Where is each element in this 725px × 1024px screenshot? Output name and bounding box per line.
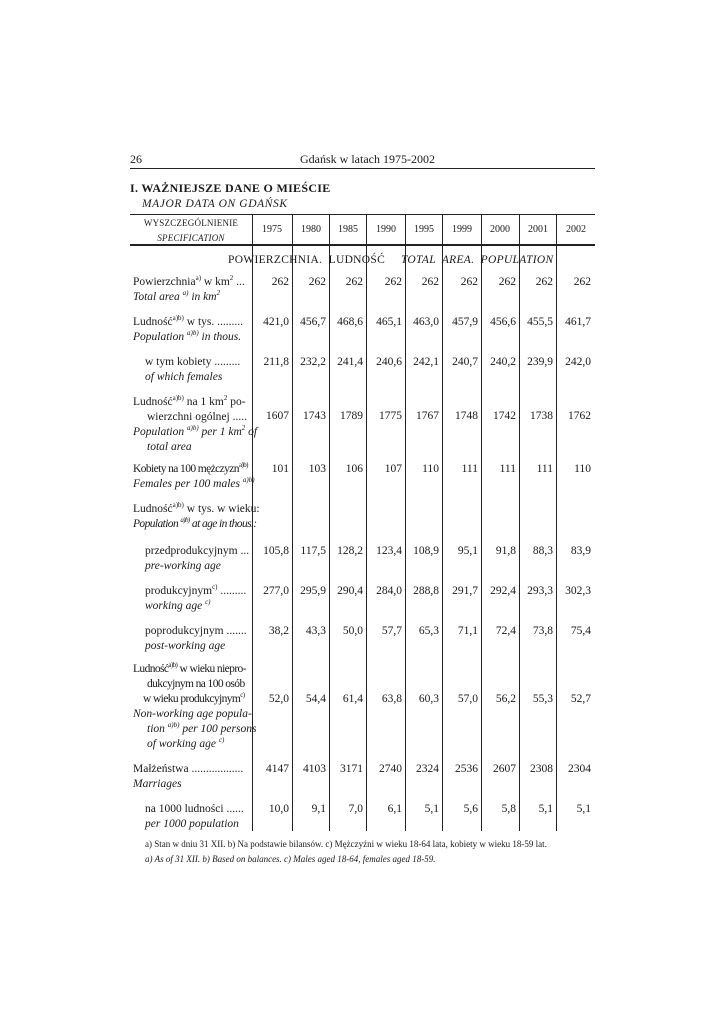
superscript: 2 — [241, 424, 246, 433]
label-text: Ludność — [133, 396, 173, 408]
label-text: Ludność — [133, 663, 169, 675]
col-divider — [329, 214, 330, 831]
table-cell: 57,0 — [457, 693, 478, 705]
label-pl — [133, 275, 245, 290]
row-label-females-per-100-males — [133, 462, 255, 492]
label-pl — [133, 315, 243, 330]
label-pl: Małżeństwa .................. — [133, 763, 244, 775]
stub-header-pl: WYSZCZEGÓLNIENIE — [143, 218, 239, 228]
table-cell: 1738 — [530, 410, 553, 422]
table-cell: 2740 — [379, 763, 402, 775]
table-cell: 1742 — [493, 410, 516, 422]
col-divider — [519, 214, 520, 831]
table-cell: 43,3 — [305, 625, 326, 637]
label-text: in thous. — [198, 331, 242, 343]
label-en — [133, 517, 260, 532]
label-text: ... — [233, 276, 245, 288]
label-text: Kobiety na 100 mężczyzn — [133, 463, 239, 475]
table-cell: 262 — [535, 276, 553, 288]
superscript: 2 — [216, 289, 221, 298]
band-title-pl: POWIERZCHNIA. LUDNOŚĆ — [228, 254, 386, 266]
col-divider — [556, 214, 557, 831]
table-cell: 5,1 — [576, 803, 591, 815]
label-pl — [145, 584, 246, 599]
footnote-ref: c) — [218, 736, 225, 745]
label-text: ......... — [217, 585, 247, 597]
footnote-ref: c) — [205, 598, 211, 607]
label-pl: przedprodukcyjnym ... — [145, 545, 250, 557]
table-cell: 468,6 — [337, 316, 363, 328]
section-title: I. WAŻNIEJSZE DANE O MIEŚCIE — [130, 181, 331, 195]
label-pl — [133, 502, 260, 517]
table-cell: 3171 — [340, 763, 363, 775]
label-pl-cont — [133, 692, 256, 707]
table-cell: 1762 — [568, 410, 591, 422]
row-label-density — [133, 395, 257, 455]
table-cell: 2607 — [493, 763, 516, 775]
table-cell: 1607 — [266, 410, 289, 422]
table-cell: 457,9 — [452, 316, 478, 328]
table-cell: 123,4 — [376, 545, 402, 557]
col-divider — [405, 214, 406, 831]
table-cell: 111 — [461, 463, 478, 475]
row-label-dependency-ratio — [133, 662, 256, 752]
table-cell: 2304 — [568, 763, 591, 775]
label-en — [133, 330, 243, 345]
label-text: Powierzchnia — [133, 276, 196, 288]
label-en: of which females — [145, 371, 223, 383]
footnote-ref: a) — [182, 289, 189, 298]
year-header: 2000 — [490, 224, 510, 235]
label-pl — [133, 462, 255, 477]
table-cell: 463,0 — [413, 316, 439, 328]
table-cell: 292,4 — [490, 585, 516, 597]
table-cell: 5,1 — [538, 803, 553, 815]
table-cell: 56,2 — [495, 693, 516, 705]
table-cell: 73,8 — [532, 625, 553, 637]
table-cell: 240,7 — [452, 356, 478, 368]
table-cell: 57,7 — [381, 625, 402, 637]
year-header: 1980 — [301, 224, 321, 235]
table-cell: 55,3 — [532, 693, 553, 705]
table-cell: 461,7 — [565, 316, 591, 328]
band-title — [228, 254, 554, 266]
table-cell: 50,0 — [342, 625, 363, 637]
table-cell: 262 — [460, 276, 478, 288]
label-en-cont — [133, 737, 256, 752]
table-cell: 103 — [308, 463, 326, 475]
label-text: Population — [133, 331, 187, 343]
label-pl: na 1000 ludności ...... — [145, 803, 244, 815]
table-cell: 262 — [308, 276, 326, 288]
page-number: 26 — [130, 152, 142, 166]
label-pl: poprodukcyjnym ....... — [145, 625, 247, 637]
table-cell: 1767 — [416, 410, 439, 422]
table-cell: 456,6 — [490, 316, 516, 328]
table-cell: 105,8 — [263, 545, 289, 557]
row-label-total-area — [133, 275, 245, 305]
label-pl: w tym kobiety ......... — [145, 356, 241, 368]
year-header: 1975 — [262, 224, 282, 235]
label-text: produkcyjnym — [145, 585, 213, 597]
table-cell: 240,2 — [490, 356, 516, 368]
table-cell: 83,9 — [570, 545, 591, 557]
row-label-pre-working — [145, 544, 249, 574]
table-cell: 52,0 — [268, 693, 289, 705]
label-text: Population — [133, 426, 187, 438]
table-cell: 293,3 — [527, 585, 553, 597]
label-text: w tys. w wieku: — [183, 503, 260, 515]
footnote-ref: a)b) — [187, 424, 199, 433]
table-cell: 239,9 — [527, 356, 553, 368]
table-cell: 117,5 — [300, 545, 326, 557]
row-label-marriages-per-1000 — [145, 802, 244, 832]
footnote-ref: a) — [195, 274, 202, 283]
table-top-rule — [130, 214, 595, 215]
label-en-cont: total area — [147, 441, 192, 453]
col-divider — [366, 214, 367, 831]
band-title-en: TOTAL AREA. POPULATION — [400, 254, 554, 266]
label-text: per 100 persons — [179, 723, 257, 735]
table-cell: 110 — [422, 463, 439, 475]
label-text: w wieku produkcyjnym — [143, 693, 241, 705]
footnote-ref: a)b) — [172, 314, 184, 323]
table-cell: 52,7 — [570, 693, 591, 705]
label-pl-cont: wierzchni ogólnej ..... — [147, 411, 247, 423]
table-cell: 456,7 — [300, 316, 326, 328]
footnote-ref: a)b) — [167, 721, 180, 730]
table-cell: 5,1 — [424, 803, 439, 815]
label-text: w tys. ......... — [183, 316, 243, 328]
table-cell: 88,3 — [532, 545, 553, 557]
label-en — [133, 425, 257, 440]
label-text: of — [245, 426, 258, 438]
footnote-en: a) As of 31 XII. b) Based on balances. c) Males aged 18-64, females aged 18-59. — [145, 854, 436, 864]
label-text: Ludność — [133, 503, 173, 515]
table-cell: 295,9 — [300, 585, 326, 597]
table-cell: 4147 — [266, 763, 289, 775]
year-header: 1995 — [414, 224, 434, 235]
table-cell: 5,6 — [463, 803, 478, 815]
table-cell: 106 — [345, 463, 363, 475]
table-cell: 2324 — [416, 763, 439, 775]
table-cell: 6,1 — [387, 803, 402, 815]
table-cell: 1789 — [340, 410, 363, 422]
table-cell: 262 — [573, 276, 591, 288]
table-cell: 95,1 — [457, 545, 478, 557]
table-cell: 38,2 — [268, 625, 289, 637]
label-text: per 1 km — [198, 426, 242, 438]
label-text: in km — [188, 291, 217, 303]
label-en-cont — [133, 722, 256, 737]
table-cell: 108,9 — [413, 545, 439, 557]
table-cell: 465,1 — [376, 316, 402, 328]
table-cell: 107 — [384, 463, 402, 475]
table-cell: 290,4 — [337, 585, 363, 597]
label-text: po- — [227, 396, 246, 408]
table-cell: 4103 — [303, 763, 326, 775]
table-cell: 262 — [384, 276, 402, 288]
label-text: w km — [201, 276, 230, 288]
col-divider — [292, 214, 293, 831]
year-header: 2001 — [528, 224, 548, 235]
footnote-ref: a)b) — [180, 516, 190, 525]
table-cell: 5,8 — [501, 803, 516, 815]
row-label-marriages — [133, 762, 243, 792]
footnote-ref: a)b) — [172, 394, 184, 403]
table-cell: 72,4 — [495, 625, 516, 637]
label-text: tion — [147, 723, 168, 735]
table-cell: 9,1 — [311, 803, 326, 815]
label-text: at age in thous.: — [189, 518, 257, 530]
footnote-ref: a)b) — [238, 461, 248, 470]
table-cell: 2536 — [455, 763, 478, 775]
table-cell: 10,0 — [268, 803, 289, 815]
table-head-rule — [130, 244, 595, 246]
header-rule — [130, 168, 595, 169]
table-cell: 262 — [498, 276, 516, 288]
table-cell: 284,0 — [376, 585, 402, 597]
table-cell: 302,3 — [565, 585, 591, 597]
label-text: Females per 100 males — [133, 478, 243, 490]
footnote-ref: a)b) — [187, 329, 199, 338]
row-label-working — [145, 584, 246, 614]
table-cell: 421,0 — [263, 316, 289, 328]
table-cell: 75,4 — [570, 625, 591, 637]
row-label-population — [133, 315, 243, 345]
col-divider — [481, 214, 482, 831]
label-en — [145, 599, 246, 614]
label-en — [133, 477, 255, 492]
table-cell: 455,5 — [527, 316, 553, 328]
label-en: per 1000 population — [145, 818, 239, 830]
label-text: Population — [133, 518, 181, 530]
table-cell: 65,3 — [418, 625, 439, 637]
table-cell: 111 — [536, 463, 553, 475]
table-cell: 2308 — [530, 763, 553, 775]
table-cell: 111 — [499, 463, 516, 475]
table-cell: 71,1 — [457, 625, 478, 637]
label-text: w wieku niepro- — [177, 663, 246, 675]
year-header: 1985 — [338, 224, 358, 235]
table-cell: 242,0 — [565, 356, 591, 368]
label-pl-cont: dukcyjnym na 100 osób — [147, 678, 245, 690]
superscript: 2 — [223, 394, 228, 403]
stub-header-en: SPECIFICATION — [157, 233, 225, 243]
table-cell: 1775 — [379, 410, 402, 422]
col-divider — [442, 214, 443, 831]
table-cell: 128,2 — [337, 545, 363, 557]
table-cell: 241,4 — [337, 356, 363, 368]
table-cell: 291,7 — [452, 585, 478, 597]
section-subtitle: MAJOR DATA ON GDAŃSK — [142, 198, 288, 210]
running-title: Gdańsk w latach 1975-2002 — [300, 152, 435, 166]
label-text: working age — [145, 600, 206, 612]
row-label-females — [145, 355, 240, 385]
label-pl — [133, 662, 256, 677]
label-en: Non-working age popula- — [133, 708, 252, 720]
table-cell: 242,1 — [413, 356, 439, 368]
row-label-population-by-age — [133, 502, 260, 532]
table-cell: 91,8 — [495, 545, 516, 557]
table-cell: 101 — [271, 463, 289, 475]
table-cell: 277,0 — [263, 585, 289, 597]
footnote-ref: a)b) — [172, 501, 184, 510]
table-cell: 262 — [421, 276, 439, 288]
table-cell: 7,0 — [348, 803, 363, 815]
label-en — [133, 290, 245, 305]
label-text: Ludność — [133, 316, 173, 328]
table-cell: 211,8 — [263, 356, 289, 368]
footnote-pl: a) Stan w dniu 31 XII. b) Na podstawie bilansów. c) Mężczyźni w wieku 18-64 lata, kobiety w wieku 18-59 lat. — [145, 839, 547, 849]
label-en: pre-working age — [145, 560, 221, 572]
row-label-post-working — [145, 624, 247, 654]
superscript: 2 — [229, 274, 234, 283]
year-header: 2002 — [566, 224, 586, 235]
table-cell: 1748 — [455, 410, 478, 422]
label-text: Total area — [133, 291, 183, 303]
table-cell: 54,4 — [305, 693, 326, 705]
label-pl — [133, 395, 257, 410]
footnote-ref: a)b) — [168, 661, 178, 670]
table-cell: 63,8 — [381, 693, 402, 705]
table-cell: 262 — [345, 276, 363, 288]
label-text: na 1 km — [183, 396, 224, 408]
table-cell: 240,6 — [376, 356, 402, 368]
label-en: Marriages — [133, 778, 182, 790]
footnote-ref: c) — [240, 691, 245, 700]
table-cell: 1743 — [303, 410, 326, 422]
table-cell: 288,8 — [413, 585, 439, 597]
table-cell: 61,4 — [342, 693, 363, 705]
footnote-ref: c) — [212, 583, 218, 592]
table-cell: 60,3 — [418, 693, 439, 705]
year-header: 1990 — [376, 224, 396, 235]
year-header: 1999 — [452, 224, 472, 235]
footnote-ref: a)b) — [242, 476, 255, 485]
table-cell: 232,2 — [300, 356, 326, 368]
label-en: post-working age — [145, 640, 226, 652]
table-cell: 110 — [574, 463, 591, 475]
label-text: of working age — [147, 738, 219, 750]
table-cell: 262 — [271, 276, 289, 288]
